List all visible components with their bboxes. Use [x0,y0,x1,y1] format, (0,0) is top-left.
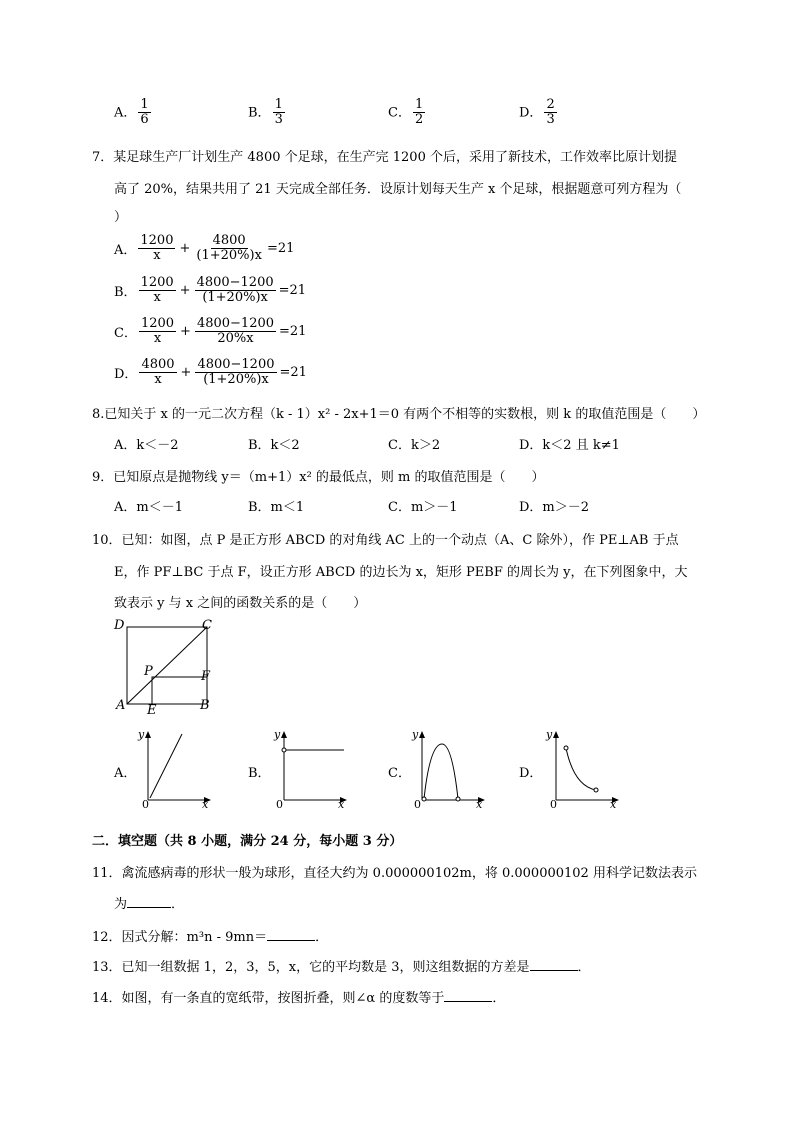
graph-d-x-label: x [610,798,617,811]
label-b: B [200,698,210,713]
q9-option-c: C．m＞－1 [388,500,458,515]
graph-c-origin-label: 0 [414,798,421,811]
q8-option-b: B．k＜2 [248,438,300,453]
q9-option-a: A．m＜－1 [114,500,183,515]
q10-stem-line1: 10．已知：如图，点 P 是正方形 ABCD 的对角线 AC 上的一个动点（A、C 除外），作 PE⊥AB 于点 [92,533,679,548]
label-d: D [114,618,125,633]
label-p: P [144,664,153,679]
graph-a-origin-label: 0 [142,798,149,811]
graph-c-y-label: y [412,728,419,741]
graph-b-y-label: y [274,728,281,741]
q11-stem-line2: 为 ． [114,897,185,912]
q8-option-c: C．k＞2 [388,438,441,453]
square-figure [112,616,222,718]
q10-option-b-label: B． [248,766,271,781]
q10-stem-line2: E，作 PF⊥BC 于点 F，设正方形 ABCD 的边长为 x，矩形 PEBF 的周长为 y，在下列图象中，大 [114,565,688,580]
q7-option-c: C． $\frac{1200}{x}$ + $\frac{4800-1200}{20\%x}$ =21 [114,316,307,347]
graph-a-y-label: y [138,728,145,741]
graph-b-drawing [272,728,348,810]
graph-d-y-label: y [546,728,553,741]
graph-b-x-label: x [338,798,345,811]
q8-option-a: A．k＜－2 [114,438,179,453]
q7-option-b: B． $\frac{1200}{x}$ + $\frac{4800-1200}{(1+20\%)x}$ =21 [114,275,307,306]
q7-option-a: A． $\frac{1200}{x}$ + $\frac{4800}{(1+20\%)x}$ =21 [114,233,295,264]
q8-option-d: D．k＜2 且 k≠1 [519,438,620,453]
q7-stem-line1: 7．某足球生产厂计划生产 4800 个足球，在生产完 1200 个后，采用了新技术，工作效率比原计划提 [92,150,677,165]
q13-answer-blank[interactable] [530,970,578,971]
q6-option-a: A． $\frac{1}{6}$ [114,97,149,128]
q10-stem-line3: 致表示 y 与 x 之间的函数关系的是（ ） [114,596,367,611]
q12-answer-blank[interactable] [267,940,315,941]
q14-answer-blank[interactable] [444,1001,492,1002]
q11-stem-line1: 11．禽流感病毒的形状一般为球形，直径大约为 0.000000102m，将 0.000000102 用科学记数法表示 [92,866,697,881]
label-e: E [147,703,157,718]
label-f: F [201,669,211,684]
q12-stem: 12．因式分解：m³n - 9mn＝ ． [92,930,329,945]
graph-b [272,728,348,810]
q6-option-c: C． $\frac{1}{2}$ [388,97,424,128]
q11-answer-blank[interactable] [127,907,171,908]
q10-option-a-label: A． [114,766,137,781]
q7-option-d: D． $\frac{4800}{x}$ + $\frac{4800-1200}{(1+20\%)x}$ =21 [114,357,307,388]
graph-d [544,728,620,810]
q6-option-b: B． $\frac{1}{3}$ [248,97,283,128]
graph-c-drawing [410,728,486,810]
q10-option-d-label: D． [519,766,543,781]
q9-stem: 9．已知原点是抛物线 y＝（m+1）x² 的最低点，则 m 的取值范围是（ ） [92,470,545,485]
q6-option-d: D． $\frac{2}{3}$ [519,97,555,128]
label-a: A [116,698,126,713]
label-c: C [202,618,212,633]
q14-stem: 14．如图，有一条直的宽纸带，按图折叠，则∠α 的度数等于 ． [92,991,506,1006]
graph-a [136,728,212,810]
graph-a-x-label: x [202,798,209,811]
graph-c [410,728,486,810]
q13-stem: 13．已知一组数据 1，2，3，5，x，它的平均数是 3，则这组数据的方差是 ． [92,960,591,975]
q9-option-d: D．m＞－2 [519,500,590,515]
q8-stem: 8.已知关于 x 的一元二次方程（k - 1）x² - 2x+1＝0 有两个不相等的实数根，则 k 的取值范围是（ ） [92,407,706,422]
section-2-heading: 二．填空题（共 8 小题，满分 24 分，每小题 3 分） [92,834,403,849]
graph-d-origin-label: 0 [550,798,557,811]
q7-stem-line3: ） [114,210,128,225]
q10-option-c-label: C． [388,766,411,781]
q7-stem-line2: 高了 20%，结果共用了 21 天完成全部任务．设原计划每天生产 x 个足球，根据题意可列方程为（ [114,182,682,197]
q9-option-b: B．m＜1 [248,500,305,515]
graph-c-x-label: x [476,798,483,811]
graph-b-origin-label: 0 [276,798,283,811]
